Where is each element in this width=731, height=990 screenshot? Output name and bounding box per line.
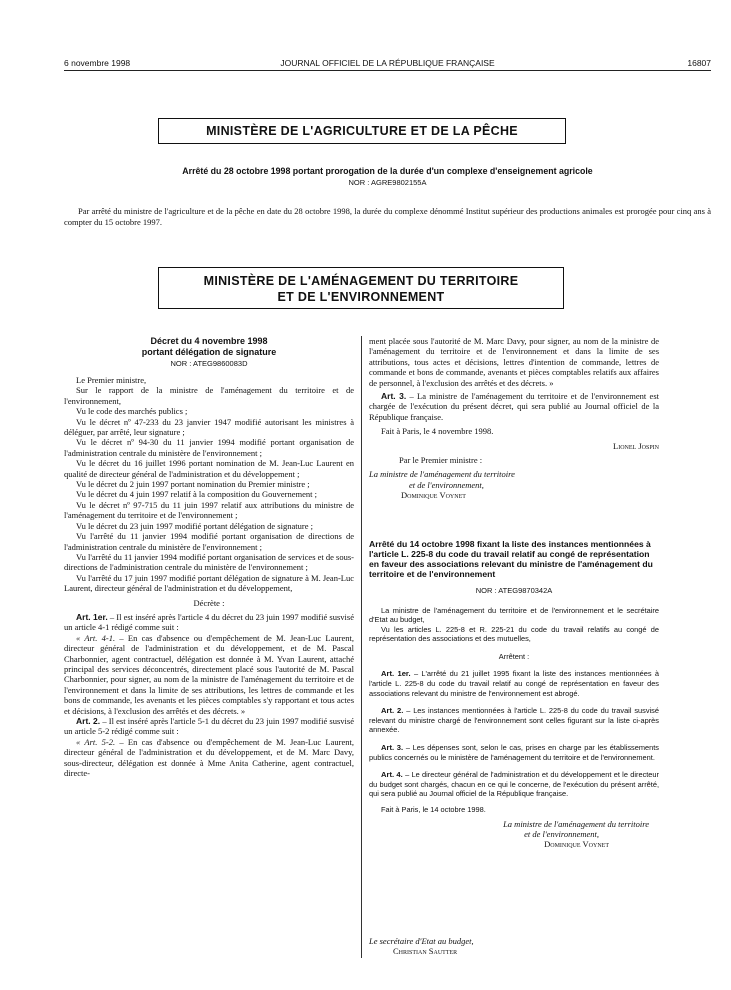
ministry-box-amenagement xyxy=(158,267,564,309)
decrete-label: Décrète : xyxy=(193,597,225,608)
arrete-title-agriculture: Arrêté du 28 octobre 1998 portant prorogation de la durée d'un complexe d'enseignement agricole xyxy=(182,166,593,176)
decret-title-line-2: portant délégation de signature xyxy=(141,347,277,357)
decret-title-line-1: Décret du 4 novembre 1998 xyxy=(150,336,268,346)
arrete2-minister-line-1: La ministre de l'aménagement du territoire xyxy=(503,818,649,829)
arrete2-article-4 xyxy=(369,770,659,799)
right-column xyxy=(369,336,659,850)
decret-visa: Vu le décret du 2 juin 1997 portant nomination du Premier ministre ; xyxy=(76,479,310,490)
article-label: Art. 3. xyxy=(381,391,407,402)
decret-visa: Vu l'arrêté du 11 janvier 1994 modifié portant organisation de directions de l'administration centrale du ministère de l'environnement ; xyxy=(64,531,354,552)
nor-agriculture: NOR : AGRE9802155A xyxy=(348,178,427,187)
arrete2-article-3 xyxy=(369,743,659,762)
arrete2-minister-name: Dominique Voynet xyxy=(544,839,609,850)
article-label: Art. 2. xyxy=(76,716,101,726)
decret-visa: Vu le décret nº 94-30 du 11 janvier 1994 modifié portant organisation de l'administration centrale du ministère de l'environnement ; xyxy=(64,437,354,458)
decret-minister-line-2: et de l'environnement, xyxy=(409,479,484,490)
decret-article-2 xyxy=(64,716,354,737)
decret-article-3 xyxy=(369,391,659,422)
page-header xyxy=(64,57,711,69)
decret-visa: Vu le décret du 16 juillet 1996 portant nomination de M. Jean-Luc Laurent en qualité de directeur général de l'administration et du développement ; xyxy=(64,458,354,479)
article-text: – La ministre de l'aménagement du territoire et de l'environnement est chargée de l'exécution du présent décret, qui sera publié au Journal officiel de la République française. xyxy=(369,391,659,422)
article-label: Art. 1er. xyxy=(381,669,411,679)
arrete2-intro-2: Vu les articles L. 225-8 et R. 225-21 du code du travail relatifs au congé de représentation des associations et des mutuelles, xyxy=(369,624,659,644)
arrete2-fait-a-paris: Fait à Paris, le 14 octobre 1998. xyxy=(381,805,486,814)
decret-visa: Vu le décret du 23 juin 1997 modifié portant délégation de signature ; xyxy=(76,520,313,531)
article-text: – Le directeur général de l'administration et du développement et le directeur du budget sont chargés, chacun en ce qui le concerne, de l'exécution du présent arrêté, qui sera publié au Journal officiel de la République française. xyxy=(369,770,659,799)
arrete2-nor: NOR : ATEG9870342A xyxy=(475,585,553,595)
arrete2-secretaire-name: Christian Sautter xyxy=(393,946,458,957)
header-page-number: 16807 xyxy=(687,58,711,68)
arrete2-body xyxy=(369,606,659,815)
arretent-label: Arrêtent : xyxy=(498,651,530,661)
decret-article-1 xyxy=(64,612,354,633)
ministry-line-1: MINISTÈRE DE L'AMÉNAGEMENT DU TERRITOIRE xyxy=(203,274,519,288)
article-label: « Art. 5-2. xyxy=(76,736,116,747)
decret-article-5-2-continued: ment placée sous l'autorité de M. Marc Davy, pour signer, au nom de la ministre de l'aménagement du territoire et de l'environnement et dans la limite de ses attributions, tous actes et décisions, lettres d'intention de commande, lettres de commande et bons de commande, avenants et pièces comptables relatifs aux affaires de personnel, à l'exclusion des arrêtés et des décrets. » xyxy=(369,336,659,388)
decret-article-5-2 xyxy=(64,737,354,779)
arrete-body-agriculture: Par arrêté du ministre de l'agriculture et de la pêche en date du 28 octobre 1998, la durée du complexe dénommé Institut supérieur des productions animales est prorogée pour cinq ans à compter du 15 octobre 1997. xyxy=(64,206,711,227)
decret-fait-a-paris: Fait à Paris, le 4 novembre 1998. xyxy=(381,426,494,437)
arrete2-article-2 xyxy=(369,706,659,735)
header-rule xyxy=(64,70,711,71)
decret-minister-name: Dominique Voynet xyxy=(401,490,466,501)
decret-visa: Vu l'arrêté du 11 janvier 1994 modifié portant organisation de services et de sous-directions de l'administration centrale du ministère de l'environnement ; xyxy=(64,551,354,573)
article-label: Art. 3. xyxy=(381,743,404,753)
article-text: – En cas d'absence ou d'empêchement de M. Jean-Luc Laurent, directeur général de l'administration et du développement, et de M. Marc Davy, sous-directeur, délégation est donnée à Mme Anita Catherine, agent contractuel, directe- xyxy=(64,736,354,779)
ministry-line-2: ET DE L'ENVIRONNEMENT xyxy=(277,290,445,304)
decret-intro: Le Premier ministre, xyxy=(76,375,147,385)
article-text: – Les instances mentionnées à l'article L. 225-8 du code du travail susvisé relevant du ministre chargé de l'environnement sont celles figurant sur la liste ci-après annexée. xyxy=(369,706,659,735)
arrete2-secretaire-block xyxy=(369,936,659,957)
arrete2-secretaire-line: Le secrétaire d'Etat au budget, xyxy=(369,936,474,946)
decret-nor: NOR : ATEG9860083D xyxy=(170,359,248,368)
article-label: « Art. 4-1. xyxy=(76,632,116,643)
article-text: – En cas d'absence ou d'empêchement de M. Jean-Luc Laurent, directeur général de l'administration et du développement, et de M. Pascal Charbonnier, agent contractuel, délégation est donnée à M. Yvan Laurent, attaché principal des services déconcentrés, directement placé sous l'autorité de M. Pascal Charbonnier, pour signer, au nom de la ministre de l'aménagement du territoire et de l'environnement et dans la limite de ses attributions, les lettres de commande et les bons de commande, les avenants et les pièces comptables s'y rapportant et tous actes et décisions, à l'exclusion des arrêtés et des décrets. » xyxy=(64,632,354,716)
article-label: Art. 2. xyxy=(381,706,404,716)
arrete2-title: Arrêté du 14 octobre 1998 fixant la liste des instances mentionnées à l'article L. 225-8 du code du travail relatif au congé de représentation en faveur des associations relevant du ministre de l'aménagement du territoire et de l'environnement xyxy=(369,538,653,580)
ministry-box-agriculture: MINISTÈRE DE L'AGRICULTURE ET DE LA PÊCHE xyxy=(158,118,566,144)
decret-visa: Vu le décret nº 47-233 du 23 janvier 1947 modifié autorisant les ministres à déléguer, par arrêté, leur signature ; xyxy=(64,416,354,438)
decret-visa: Vu le décret du 4 juin 1997 relatif à la composition du Gouvernement ; xyxy=(76,489,317,500)
decret-visa: Sur le rapport de la ministre de l'aménagement du territoire et de l'environnement, xyxy=(64,385,354,406)
decret-article-4-1 xyxy=(64,633,354,716)
arrete2-article-1 xyxy=(369,669,659,698)
article-label: Art. 1er. xyxy=(76,611,108,622)
article-label: Art. 4. xyxy=(381,770,403,780)
decret-signature: Lionel Jospin xyxy=(613,440,659,451)
decret-visa: Vu l'arrêté du 17 juin 1997 modifié portant délégation de signature à M. Jean-Luc Laurent, directeur général de l'administration et du développement, xyxy=(64,572,354,594)
article-text: – Il est inséré après l'article 5-1 du décret du 23 juin 1997 modifié susvisé un article 5-2 rédigé comme suit : xyxy=(64,716,354,737)
decret-visa: Vu le code des marchés publics ; xyxy=(76,406,188,417)
header-date: 6 novembre 1998 xyxy=(64,58,131,68)
decret-par-le-premier-ministre: Par le Premier ministre : xyxy=(399,455,483,466)
article-text: – Il est inséré après l'article 4 du décret du 23 juin 1997 modifié susvisé un article 4-1 rédigé comme suit : xyxy=(64,611,354,633)
article-text: – L'arrêté du 21 juillet 1995 fixant la liste des instances mentionnées à l'article L. 225-8 du code du travail relatif au congé de représentation en faveur des associations relevant du ministre de l'environnement est abrogé. xyxy=(369,669,659,698)
arrete2-intro-1: La ministre de l'aménagement du territoire et de l'environnement et le secrétaire d'Etat au budget, xyxy=(369,605,659,625)
decret-minister-line-1: La ministre de l'aménagement du territoire xyxy=(369,469,515,480)
header-journal-title: JOURNAL OFFICIEL DE LA RÉPUBLIQUE FRANÇAISE xyxy=(280,58,495,68)
decret-visa: Vu le décret nº 97-715 du 11 juin 1997 relatif aux attributions du ministre de l'aménagement du territoire et de l'environnement ; xyxy=(64,499,354,521)
article-text: – Les dépenses sont, selon le cas, prises en charge par les établissements publics concernés ou le ministère de l'aménagement du territoire et de l'environnement. xyxy=(369,743,659,762)
left-column xyxy=(64,336,354,778)
arrete2-minister-line-2: et de l'environnement, xyxy=(524,829,599,839)
column-divider xyxy=(361,336,362,958)
